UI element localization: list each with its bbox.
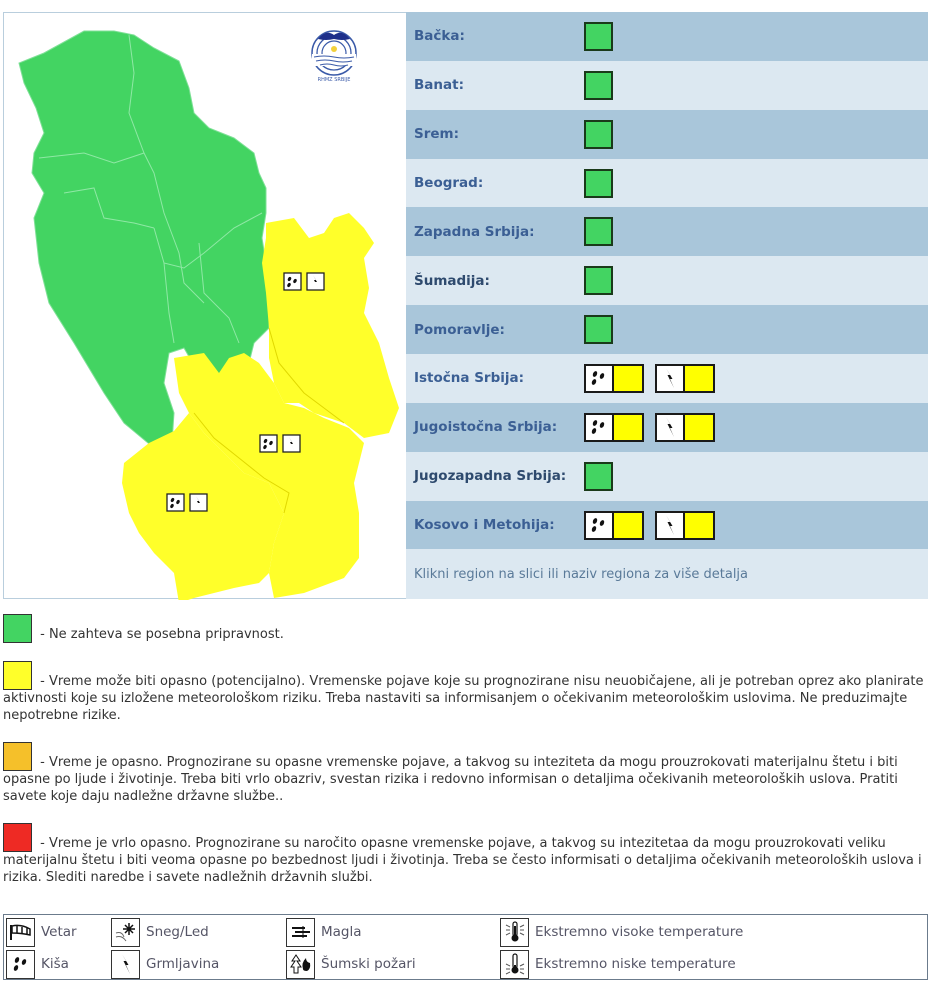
region-link-istocna-srbija[interactable]: Istočna Srbija: [414,370,525,387]
region-link-jugoistocna-srbija[interactable]: Jugoistočna Srbija: [414,419,558,436]
region-link-sumadija[interactable]: Šumadija: [414,272,490,289]
level-green-indicator [584,120,613,149]
orange-swatch [3,742,32,771]
region-link-beograd[interactable]: Beograd: [414,175,484,191]
wind-icon [6,918,35,947]
level-description: - Vreme je opasno. Prognozirane su opasne vremenske pojave, a takvog su inteziteta da mogu prouzrokovati materijalnu štetu i biti opasne po ljude i životinje. Treba biti vrlo obazriv, svestan rizika i redovno informisan o detaljima očekivanih meteoroloških uslova. Pratiti savete koje daju nadležne državne službe.. [3,755,898,804]
level-description: - Vreme je vrlo opasno. Prognozirane su naročito opasne vremenske pojave, a takvog su intezitetaa da mogu prouzrokovati veliku materijalnu štetu i biti veoma opasne po bezbednost ljudi i životinja. Treba se često informisati o detaljima očekivanih meteoroloških uslova i rizika. Slediti naredbe i savete nadležnih državnih službi. [3,836,922,885]
fog-icon [286,918,315,947]
thunderstorm-icon [111,950,140,979]
region-row-beograd [406,159,928,208]
level-legend-green [3,614,933,643]
rain-icon [6,950,35,979]
legend-item-fog [286,917,362,947]
region-link-backa[interactable]: Bačka: [414,28,465,45]
rain-icon [586,513,614,538]
legend-label: Ekstremno visoke temperature [535,924,744,940]
level-green-indicator [584,462,613,491]
region-link-kosovo-i-metohija[interactable]: Kosovo i Metohija: [414,517,555,534]
instruction-text: Klikni region na slici ili naziv regiona za više detalja [414,566,749,582]
legend-label: Šumski požari [321,956,416,972]
rhmz-logo [304,25,364,85]
level-green-indicator [584,315,613,344]
level-green-indicator [584,266,613,295]
region-link-jugozapadna-srbija[interactable]: Jugozapadna Srbija: [414,468,567,485]
level-legend-orange [3,742,933,805]
level-green-indicator [584,217,613,246]
region-row-pomoravlje [406,305,928,354]
legend-item-thunderstorm [111,949,219,979]
level-yellow-indicator [685,366,713,391]
legend-item-high-temperature [500,917,743,947]
green-swatch [3,614,32,643]
level-legend-red [3,823,933,886]
thunderstorm-icon [657,513,685,538]
yellow-swatch [3,661,32,690]
region-row-srem [406,110,928,159]
warning-panel [3,12,928,599]
level-yellow-indicator [685,415,713,440]
region-row-banat [406,61,928,110]
region-link-srem[interactable]: Srem: [414,126,460,143]
red-swatch [3,823,32,852]
thunderstorm-icon [657,415,685,440]
region-row-istocna-srbija [406,354,928,403]
legend-item-wind [6,917,77,947]
region-list [406,12,928,599]
region-row-zapadna-srbija [406,207,928,256]
region-link-pomoravlje[interactable]: Pomoravlje: [414,321,505,338]
level-green-indicator [584,71,613,100]
region-link-zapadna-srbija[interactable]: Zapadna Srbija: [414,223,535,240]
level-legend-yellow [3,661,933,724]
level-yellow-indicator [614,513,642,538]
level-yellow-indicator [614,366,642,391]
legend-item-low-temperature [500,949,736,979]
level-green-indicator [584,22,613,51]
warning-rain-yellow [584,511,644,540]
forest-fire-icon [286,950,315,979]
low-temperature-icon [500,950,529,979]
legend-label: Ekstremno niske temperature [535,956,736,972]
region-map-svg[interactable] [4,13,407,600]
region-link-banat[interactable]: Banat: [414,77,464,94]
region-row-backa [406,12,928,61]
phenomena-icon-legend [3,914,928,980]
svg-text:RHMZ SRBIJE: RHMZ SRBIJE [317,77,351,83]
region-row-jugozapadna-srbija [406,452,928,501]
warning-thunderstorm-yellow [655,364,715,393]
warning-thunderstorm-yellow [655,413,715,442]
region-row-sumadija [406,256,928,305]
legend-label: Vetar [41,924,77,940]
region-row-kosovo-i-metohija [406,501,928,550]
region-row-jugoistocna-srbija [406,403,928,452]
level-green-indicator [584,169,613,198]
legend-item-rain [6,949,69,979]
legend-label: Grmljavina [146,956,220,972]
legend-item-snow-ice [111,917,209,947]
legend-label: Kiša [41,956,69,972]
level-description: - Ne zahteva se posebna pripravnost. [36,627,284,642]
warning-thunderstorm-yellow [655,511,715,540]
legend-label: Sneg/Led [146,924,209,940]
legend-label: Magla [321,924,362,940]
high-temperature-icon [500,918,529,947]
level-yellow-indicator [614,415,642,440]
instruction-row [406,549,928,599]
snow-ice-icon [111,918,140,947]
warning-rain-yellow [584,413,644,442]
level-description: - Vreme može biti opasno (potencijalno). Vremenske pojave koje su prognozirane nisu neuobičajene, ali je potreban oprez ako planirate aktivnosti koje su izložene meteorološkom riziku. Treba nastaviti sa informisanjem o očekivanim meteorološkim uslovima. Ne preduzimajte nepotrebne rizike. [3,674,924,723]
thunderstorm-icon [657,366,685,391]
warning-rain-yellow [584,364,644,393]
rain-icon [586,366,614,391]
warning-levels-legend [3,614,933,904]
rain-icon [586,415,614,440]
level-yellow-indicator [685,513,713,538]
legend-item-forest-fire [286,949,416,979]
serbia-map[interactable] [3,12,406,599]
